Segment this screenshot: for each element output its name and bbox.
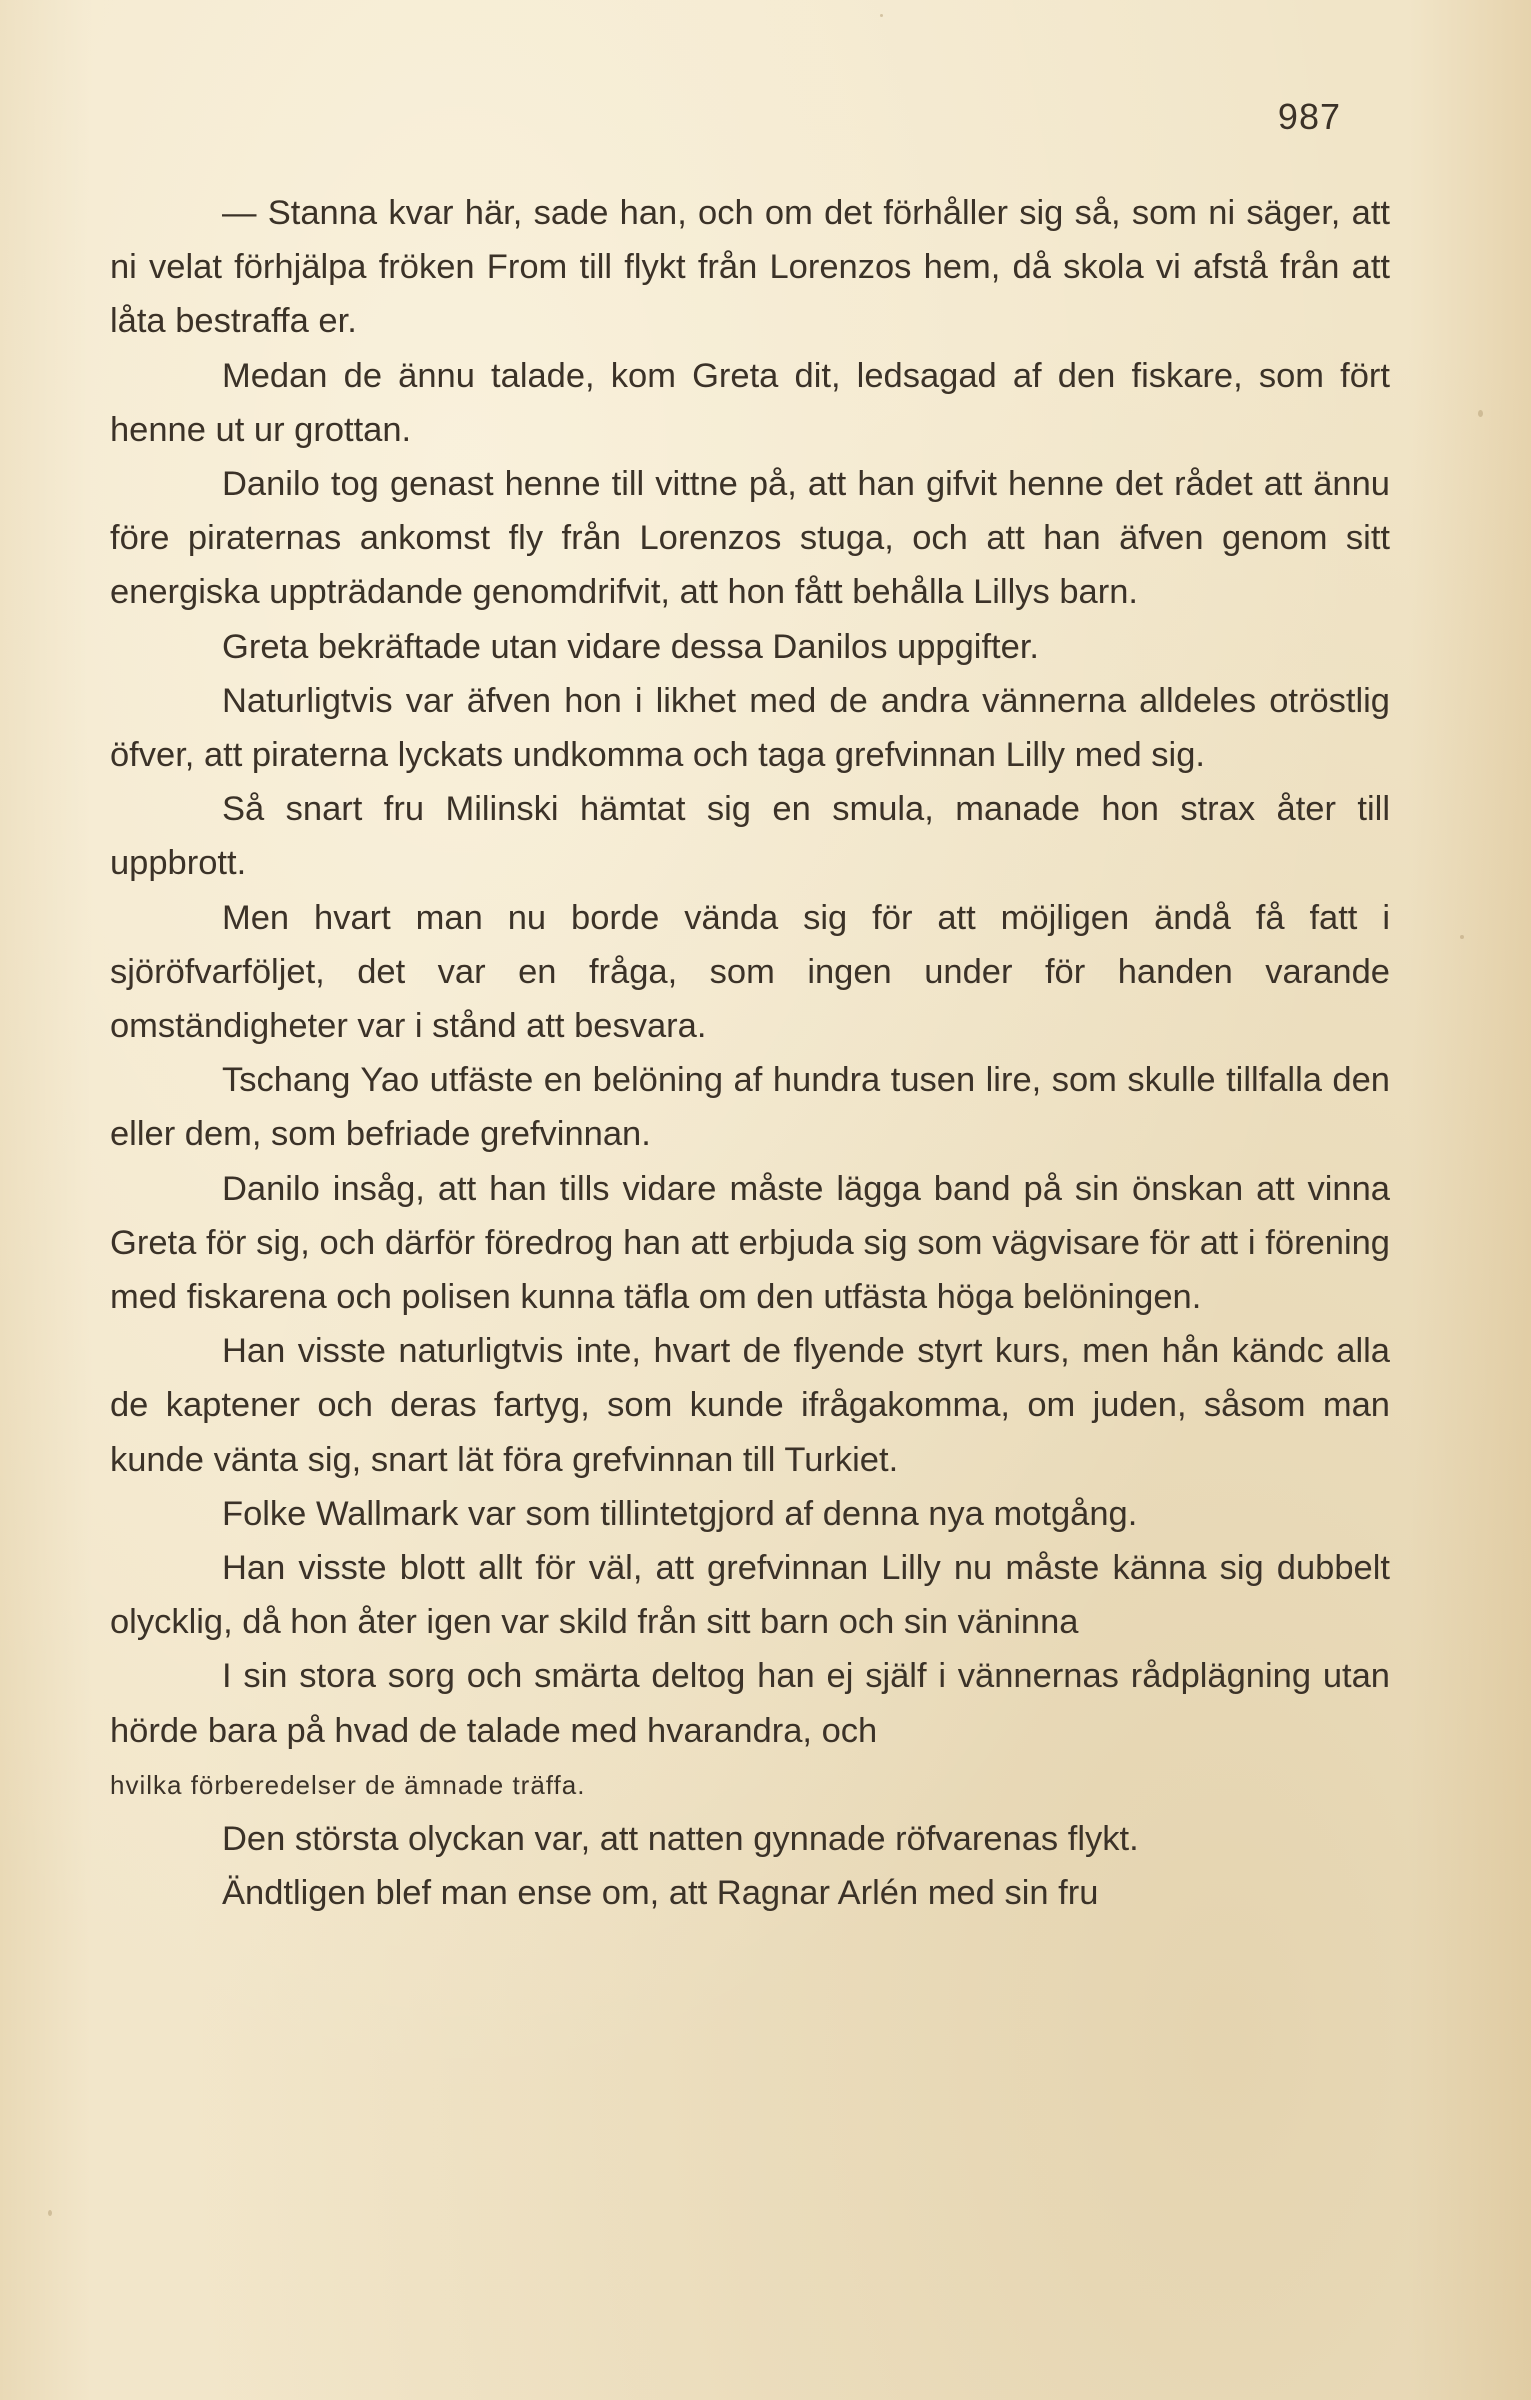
paper-speck: [880, 14, 883, 17]
paragraph: Folke Wallmark var som tillintetgjord af denna nya motgång.: [222, 1494, 1138, 1533]
paragraph: Så snart fru Milinski hämtat sig en smula, manade hon strax åter till uppbrott.: [110, 790, 1390, 883]
page-number: 987: [1277, 96, 1341, 137]
paragraph-continuation-small: hvilka förberedelser de ämnade träffa.: [110, 1769, 586, 1800]
paragraph: Greta bekräftade utan vidare dessa Danilos uppgifter.: [222, 627, 1039, 666]
paper-speck: [48, 2210, 52, 2216]
paragraph: Danilo insåg, att han tills vidare måste lägga band på sin önskan att vinna Greta för sig, och därför föredrog han att erbjuda sig som vägvisare för att i förening med fiskarena och polisen kunna täfla om den utfästa höga belöningen.: [110, 1169, 1390, 1317]
paragraph: Tschang Yao utfäste en belöning af hundra tusen lire, som skulle tillfalla den eller dem, som befriade grefvinnan.: [110, 1061, 1390, 1154]
paragraph: Naturligtvis var äfven hon i likhet med de andra vännerna alldeles otröstlig öfver, att piraterna lyckats undkomma och taga grefvinnan Lilly med sig.: [110, 681, 1390, 775]
paper-speck: [1478, 410, 1483, 417]
paragraph: Men hvart man nu borde vända sig för att möjligen ändå få fatt i sjöröfvarföljet, det var en fråga, som ingen under för handen varande omständigheter var i stånd att besvara.: [110, 898, 1390, 1046]
paragraph: Ändtligen blef man ense om, att Ragnar Arlén med sin fru: [222, 1874, 1099, 1913]
paragraph: Medan de ännu talade, kom Greta dit, ledsagad af den fiskare, som fört henne ut ur grottan.: [110, 356, 1390, 449]
paragraph: Den största olyckan var, att natten gynnade röfvarenas flykt.: [222, 1820, 1139, 1859]
paragraph: Danilo tog genast henne till vittne på, att han gifvit henne det rådet att ännu före piraternas ankomst fly från Lorenzos stuga, och att han äfven genom sitt energiska uppträdande genomdrifvit, att hon fått behålla Lillys barn.: [110, 465, 1390, 612]
paper-speck: [1460, 935, 1464, 939]
paragraph: I sin stora sorg och smärta deltog han ej själf i vännernas rådplägning utan hörde bara på hvad de talade med hvarandra, och: [110, 1657, 1390, 1750]
paragraph: — Stanna kvar här, sade han, och om det förhåller sig så, som ni säger, att ni velat förhjälpa fröken From till flykt från Lorenzos hem, då skola vi afstå från att låta bestraffa er.: [110, 194, 1390, 341]
body-text: [110, 186, 1390, 1921]
paragraph: Han visste naturligtvis inte, hvart de flyende styrt kurs, men hån kändc alla de kaptener och deras fartyg, som kunde ifrågakomma, om juden, såsom man kunde vänta sig, snart lät föra grefvinnan till Turkiet.: [110, 1332, 1390, 1479]
paragraph: Han visste blott allt för väl, att grefvinnan Lilly nu måste känna sig dubbelt olycklig, då hon åter igen var skild från sitt barn och sin väninna: [110, 1549, 1390, 1642]
